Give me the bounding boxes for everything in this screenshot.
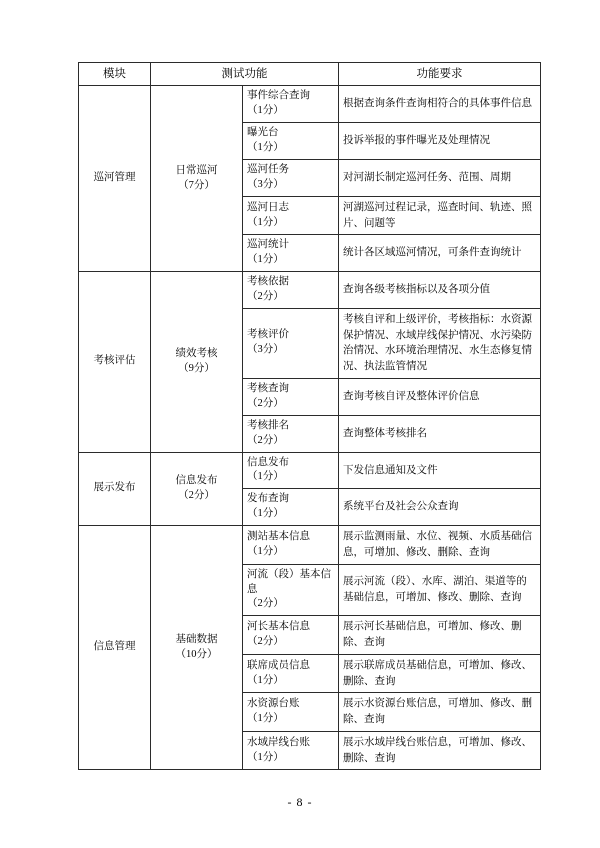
function-cell: 基础数据 （10分） <box>151 526 243 770</box>
requirement-cell: 河湖巡河过程记录，巡查时间、轨迹、照片、问题等 <box>339 196 541 235</box>
subfunction-cell: 河流（段）基本信息 （2分） <box>243 564 339 616</box>
subfunction-cell: 水资源台账 （1分） <box>243 693 339 732</box>
requirement-cell: 展示监测雨量、水位、视频、水质基础信息，可增加、修改、删除、查询 <box>339 526 541 565</box>
requirement-cell: 查询考核自评及整体评价信息 <box>339 378 541 415</box>
table-header-row <box>79 63 541 86</box>
function-cell: 绩效考核 （9分） <box>151 272 243 452</box>
subfunction-cell: 联席成员信息 （1分） <box>243 654 339 693</box>
subfunction-cell: 曝光台 （1分） <box>243 123 339 160</box>
header-module: 模块 <box>79 63 151 86</box>
module-cell: 考核评估 <box>79 272 151 452</box>
subfunction-cell: 信息发布 （1分） <box>243 452 339 489</box>
page-number <box>0 795 600 810</box>
module-cell: 展示发布 <box>79 452 151 526</box>
requirement-cell: 系统平台及社会公众查询 <box>339 489 541 526</box>
subfunction-cell: 发布查询 （1分） <box>243 489 339 526</box>
requirement-cell: 查询整体考核排名 <box>339 415 541 452</box>
subfunction-cell: 考核依据 （2分） <box>243 272 339 309</box>
subfunction-cell: 测站基本信息 （1分） <box>243 526 339 565</box>
subfunction-cell: 巡河任务 （3分） <box>243 159 339 196</box>
table-row <box>79 86 541 123</box>
module-cell: 信息管理 <box>79 526 151 770</box>
requirement-cell: 展示水域岸线台账信息，可增加、修改、删除、查询 <box>339 731 541 770</box>
requirement-cell: 考核自评和上级评价，考核指标：水资源保护情况、水域岸线保护情况、水污染防治情况、水环境治理情况、水生态修复情况、执法监管情况 <box>339 308 541 378</box>
requirement-cell: 展示河流（段）、水库、湖泊、渠道等的基础信息，可增加、修改、删除、查询 <box>339 564 541 616</box>
table-row <box>79 272 541 309</box>
requirement-cell: 统计各区域巡河情况，可条件查询统计 <box>339 235 541 272</box>
requirement-cell: 对河湖长制定巡河任务、范围、周期 <box>339 159 541 196</box>
function-cell: 日常巡河 （7分） <box>151 86 243 272</box>
spec-table <box>78 62 541 770</box>
subfunction-cell: 巡河日志 （1分） <box>243 196 339 235</box>
header-function: 测试功能 <box>151 63 339 86</box>
requirement-cell: 根据查询条件查询相符合的具体事件信息 <box>339 86 541 123</box>
subfunction-cell: 考核排名 （2分） <box>243 415 339 452</box>
subfunction-cell: 河长基本信息 （2分） <box>243 616 339 655</box>
subfunction-cell: 考核评价 （3分） <box>243 308 339 378</box>
table-row <box>79 526 541 565</box>
subfunction-cell: 事件综合查询 （1分） <box>243 86 339 123</box>
table-row <box>79 452 541 489</box>
function-cell: 信息发布 （2分） <box>151 452 243 526</box>
requirement-cell: 投诉举报的事件曝光及处理情况 <box>339 123 541 160</box>
table-header <box>79 63 541 86</box>
subfunction-cell: 巡河统计 （1分） <box>243 235 339 272</box>
requirement-cell: 查询各级考核指标以及各项分值 <box>339 272 541 309</box>
requirement-cell: 下发信息通知及文件 <box>339 452 541 489</box>
requirement-cell: 展示联席成员基础信息，可增加、修改、删除、查询 <box>339 654 541 693</box>
module-cell: 巡河管理 <box>79 86 151 272</box>
subfunction-cell: 考核查询 （2分） <box>243 378 339 415</box>
header-requirement: 功能要求 <box>339 63 541 86</box>
page-number-label: - 8 - <box>287 795 313 809</box>
table-body <box>79 86 541 770</box>
subfunction-cell: 水域岸线台账 （1分） <box>243 731 339 770</box>
requirement-cell: 展示河长基础信息，可增加、修改、删除、查询 <box>339 616 541 655</box>
requirement-cell: 展示水资源台账信息，可增加、修改、删除、查询 <box>339 693 541 732</box>
